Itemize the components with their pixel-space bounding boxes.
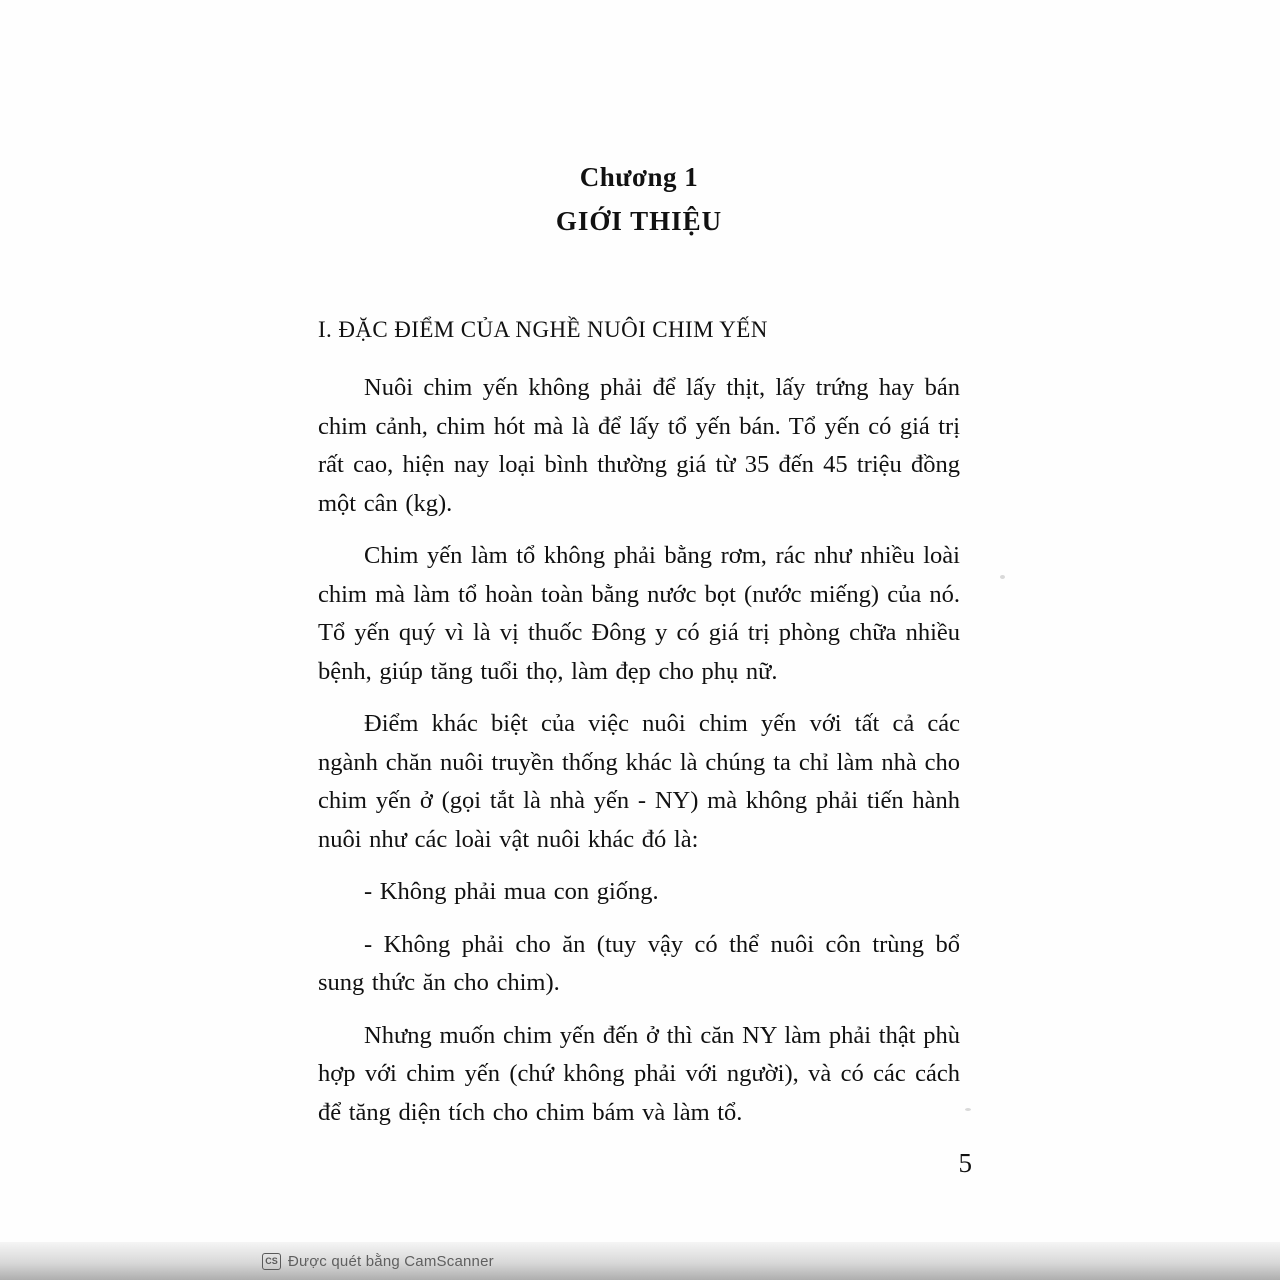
chapter-title-heading: GIỚI THIỆU (555, 206, 723, 236)
chapter-number-heading: Chương 1 (579, 162, 699, 192)
paragraph: Nhưng muốn chim yến đến ở thì căn NY làm phải thật phù hợp với chim yến (chứ không phải với người), và có các cách để tăng diện tích cho chim bám và làm tổ. (318, 1021, 960, 1126)
paragraph: Chim yến làm tổ không phải bằng rơm, rác như nhiều loài chim mà làm tổ hoàn toàn bằng nước bọt (nước miếng) của nó. Tổ yến quý vì là vị thuốc Đông y có giá trị phòng chữa nhiều bệnh, giúp tăng tuổi thọ, làm đẹp cho phụ nữ. (318, 542, 960, 685)
scan-artifact (1000, 575, 1005, 579)
scan-artifact (965, 1108, 971, 1111)
bullet-item: - Không phải cho ăn (tuy vậy có thể nuôi côn trùng bổ sung thức ăn cho chim). (318, 930, 960, 996)
paragraph: Điểm khác biệt của việc nuôi chim yến với tất cả các ngành chăn nuôi truyền thống khác là chúng ta chỉ làm nhà cho chim yến ở (gọi tắt là nhà yến - NY) mà không phải tiến hành nuôi như các loài vật nuôi khác đó là: (318, 710, 960, 853)
page-number: 5 (958, 1148, 972, 1178)
camscanner-logo-icon: CS (262, 1253, 281, 1270)
camscanner-footer (0, 1242, 1280, 1280)
page-content (318, 162, 960, 1146)
camscanner-footer-text: Được quét bằng CamScanner (288, 1252, 494, 1270)
paragraph: Nuôi chim yến không phải để lấy thịt, lấy trứng hay bán chim cảnh, chim hót mà là để lấy tổ yến bán. Tổ yến có giá trị rất cao, hiện nay loại bình thường giá từ 35 đến 45 triệu đồng một cân (kg). (318, 374, 960, 517)
section-heading: I. ĐẶC ĐIỂM CỦA NGHỀ NUÔI CHIM YẾN (318, 317, 768, 342)
bullet-item: - Không phải mua con giống. (364, 878, 659, 905)
